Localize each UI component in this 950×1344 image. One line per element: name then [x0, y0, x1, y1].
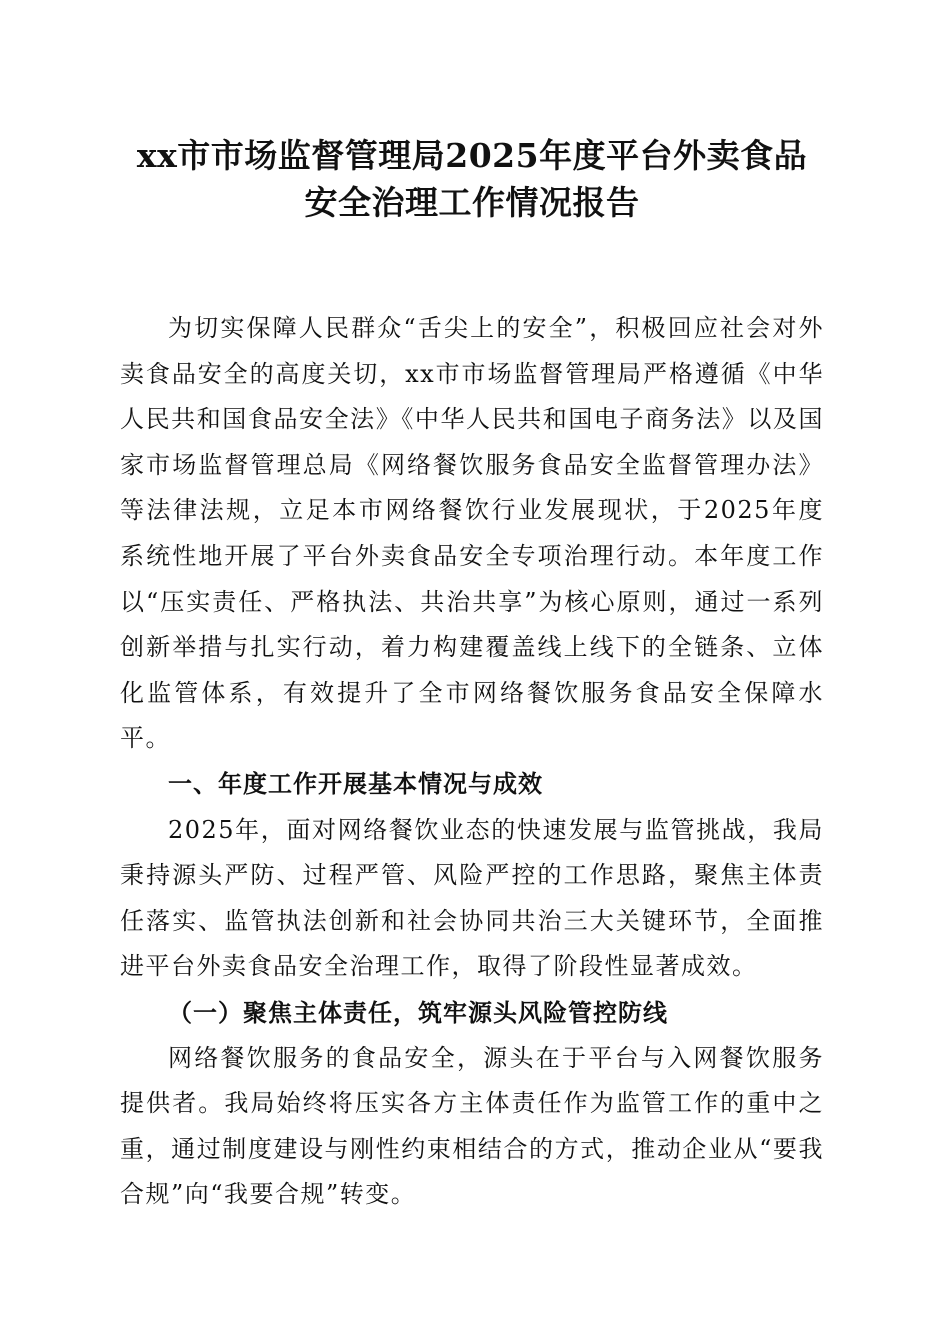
document-body [120, 306, 824, 1218]
section-1-paragraph: 2025年，面对网络餐饮业态的快速发展与监管挑战，我局秉持源头严防、过程严管、风险严控的工作思路，聚焦主体责任落实、监管执法创新和社会协同共治三大关键环节，全面推进平台外卖食品安全治理工作，取得了阶段性显著成效。 [120, 815, 824, 981]
subsection-heading-1: （一）聚焦主体责任，筑牢源头风险管控防线 [168, 997, 668, 1027]
title-line-2: 安全治理工作情况报告 [304, 183, 640, 222]
subsection-1-paragraph: 网络餐饮服务的食品安全，源头在于平台与入网餐饮服务提供者。我局始终将压实各方主体责任作为监管工作的重中之重，通过制度建设与刚性约束相结合的方式，推动企业从“要我合规”向“我要合规”转变。 [120, 1043, 824, 1209]
document-title [120, 132, 824, 226]
document-page [120, 132, 824, 1218]
intro-paragraph: 为切实保障人民群众“舌尖上的安全”，积极回应社会对外卖食品安全的高度关切，xx市市场监督管理局严格遵循《中华人民共和国食品安全法》《中华人民共和国电子商务法》以及国家市场监督管理总局《网络餐饮服务食品安全监督管理办法》等法律法规，立足本市网络餐饮行业发展现状，于2025年度系统性地开展了平台外卖食品安全专项治理行动。本年度工作以“压实责任、严格执法、共治共享”为核心原则，通过一系列创新举措与扎实行动，着力构建覆盖线上线下的全链条、立体化监管体系，有效提升了全市网络餐饮服务食品安全保障水平。 [120, 314, 824, 753]
title-line-1: xx市市场监督管理局2025年度平台外卖食品 [136, 136, 808, 175]
section-heading-1: 一、年度工作开展基本情况与成效 [168, 769, 543, 798]
